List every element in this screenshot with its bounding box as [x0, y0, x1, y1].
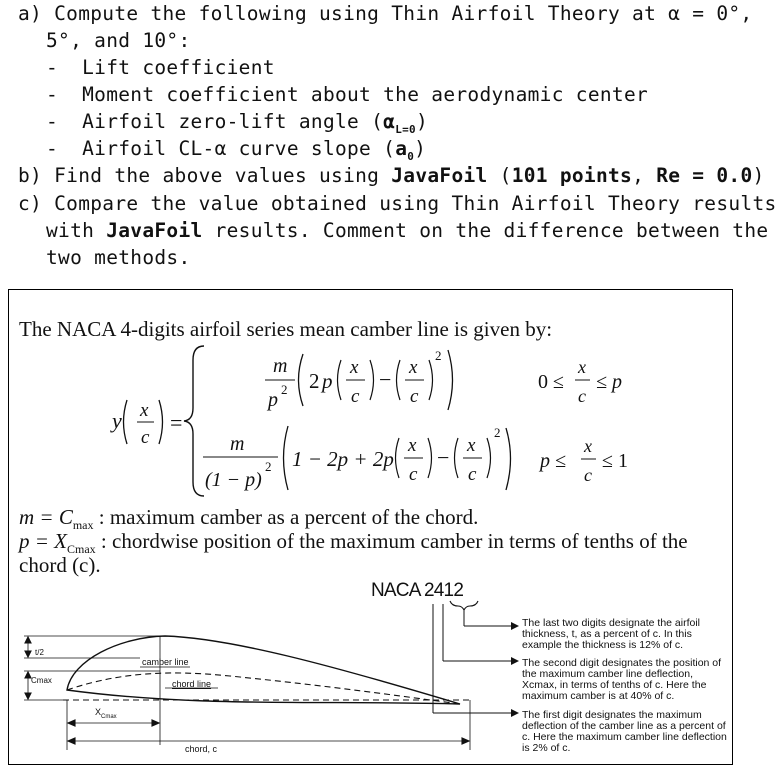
def-m: $m = C_{max}$ : maximum camber as a percent of the chord.	[19, 505, 479, 533]
eq-x3: x	[409, 357, 418, 378]
note-camber: The first digit designates the maximum deflection of the camber line as a percent of c. Here the maximum camber line deflection is 2% of c.	[522, 709, 727, 754]
eq-m1: m	[273, 355, 288, 377]
eq-cond1-a: 0 ≤	[538, 371, 564, 393]
eq-sq4: 2	[494, 425, 501, 440]
naca-label: NACA 2412	[371, 580, 464, 601]
bullet-moment: - Moment coefficient about the aerodynamic center	[46, 83, 649, 106]
eq-minus2: −	[437, 445, 450, 470]
question-c-line2: with JavaFoil results. Comment on the difference between the	[46, 219, 769, 242]
eq-c4: c	[409, 464, 418, 485]
eq-x1: x	[140, 400, 149, 421]
bullet-slope: - Airfoil CL-α curve slope $(a_0)$	[46, 137, 427, 163]
bullet-zero-lift: - Airfoil zero-lift angle $(\alpha_{L=0})$	[46, 110, 429, 136]
eq-sq3: 2	[265, 459, 272, 474]
question-a-line1: a) Compute the following using Thin Airfoil Theory at α = 0°,	[18, 2, 753, 25]
eq-minus1: −	[379, 367, 392, 392]
label-t2: t/2	[35, 648, 44, 657]
label-cmax: Cmax	[31, 676, 52, 685]
eq-c1: c	[141, 427, 150, 448]
eq-two: 2	[309, 369, 320, 393]
eq-sq2: 2	[435, 348, 442, 363]
eq-cond2-x: x	[584, 436, 592, 456]
eq-equals: =	[170, 410, 183, 435]
question-c-line3: two methods.	[46, 246, 191, 269]
question-c-line1: c) Compare the value obtained using Thin Airfoil Theory results	[18, 192, 777, 215]
box-intro: The NACA 4-digits airfoil series mean camber line is given by:	[19, 317, 553, 341]
def-p: $p = X_{Cmax}$ : chordwise position of the maximum camber in terms of tenths of the	[19, 529, 688, 557]
note-thickness: The last two digits designate the airfoil thickness, t, as a percent of c. In this example the thickness is 12% of c.	[522, 617, 701, 651]
eq-one-minus: 1 − 2p + 2p	[292, 447, 394, 471]
label-camber-line: camber line	[142, 657, 189, 667]
eq-cond2-a: p ≤	[540, 450, 566, 472]
airfoil-outline	[67, 636, 460, 704]
eq-y: y	[112, 408, 122, 433]
eq-cond1-b: ≤ p	[596, 371, 622, 393]
eq-c5: c	[468, 464, 477, 485]
note-position: The second digit designates the position of the maximum camber line deflection, Xcmax, in terms of tenths of c. Here the maximum camber is at 40% of c.	[522, 657, 722, 702]
label-xcmax: $X_{Cmax}$	[95, 707, 117, 720]
question-b: b) Find the above values using JavaFoil (101 points, Re = 0.0)	[18, 164, 765, 187]
eq-x4: x	[408, 435, 417, 456]
def-p-cont: chord (c).	[19, 553, 101, 577]
label-chord-line: chord line	[172, 679, 212, 689]
eq-cond2-b: ≤ 1	[602, 450, 628, 472]
eq-sq1: 2	[281, 382, 288, 397]
eq-cond2-c: c	[584, 465, 592, 485]
eq-c3: c	[410, 386, 419, 407]
eq-cond1-c: c	[578, 386, 586, 406]
airfoil-diagram	[24, 636, 470, 750]
eq-x2: x	[350, 357, 359, 378]
eq-x5: x	[467, 435, 476, 456]
eq-cond1-x: x	[578, 357, 586, 377]
camber-line	[67, 673, 460, 704]
eq-p1: p	[268, 389, 278, 411]
eq-c2: c	[351, 386, 360, 407]
question-a-line2: 5°, and 10°:	[46, 29, 191, 52]
label-chord: chord, c	[185, 744, 218, 754]
eq-den2: (1 − p)	[205, 469, 262, 491]
bullet-lift: - Lift coefficient	[46, 56, 275, 79]
eq-m2: m	[230, 433, 245, 455]
eq-p2: p	[322, 369, 333, 393]
